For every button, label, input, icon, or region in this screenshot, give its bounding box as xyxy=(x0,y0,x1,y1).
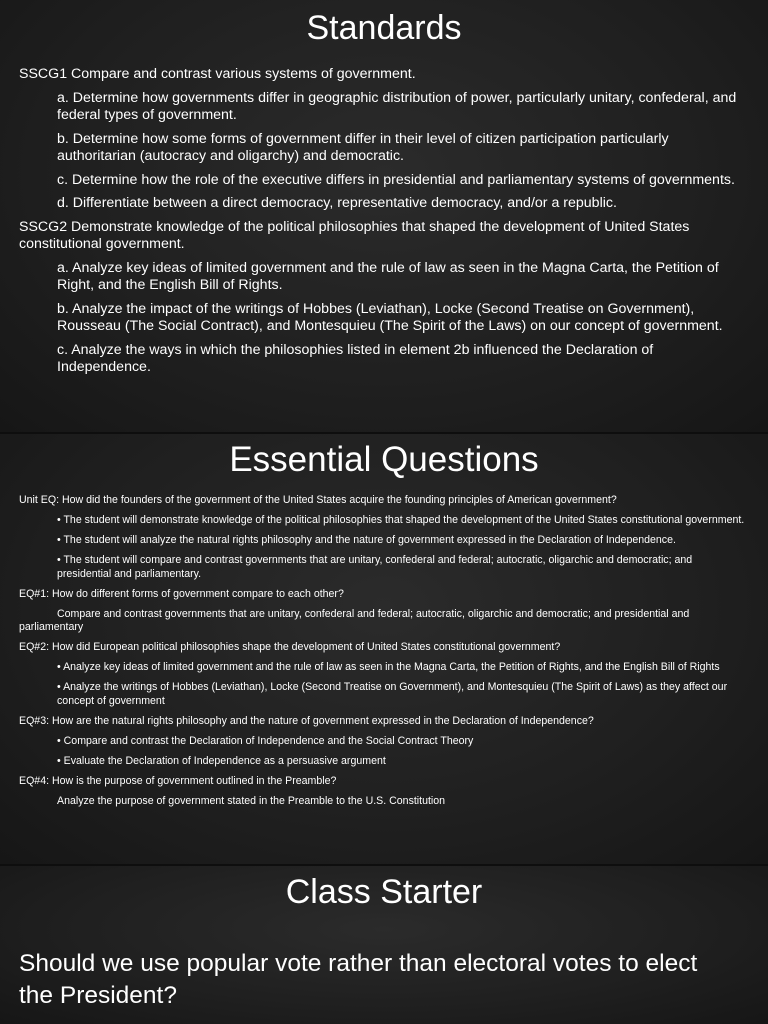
eq-item: EQ#1: How do different forms of government compare to each other? xyxy=(19,587,344,600)
standards-slide xyxy=(0,0,768,432)
standard-subitem: a. Analyze key ideas of limited government and the rule of law as seen in the Magna Carta, the Petition of Right, and the English Bill of Rights. xyxy=(57,259,719,293)
standards-title: Standards xyxy=(306,9,462,47)
standard-subitem: b. Analyze the impact of the writings of Hobbes (Leviathan), Locke (Second Treatise on Government), Rousseau (The Social Contract), and Montesquieu (The Spirit of the Laws) on our concept of government. xyxy=(57,300,723,334)
standard-subitem: c. Analyze the ways in which the philosophies listed in element 2b influenced the Declaration of Independence. xyxy=(57,341,654,375)
standard-item: SSCG2 Demonstrate knowledge of the political philosophies that shaped the development of United States constitutional government. xyxy=(19,218,690,252)
eq-subitem: • The student will demonstrate knowledge of the political philosophies that shaped the development of the United States constitutional government. xyxy=(57,514,745,526)
standard-subitem: b. Determine how some forms of government differ in their level of citizen participation particularly authoritarian (autocracy and oligarchy) and democratic. xyxy=(57,130,669,164)
class-starter-slide xyxy=(0,866,768,1024)
class-starter-question: Should we use popular vote rather than electoral votes to elect the President? xyxy=(19,950,698,1009)
eq-item: EQ#4: How is the purpose of government outlined in the Preamble? xyxy=(19,774,337,787)
essential-questions-list xyxy=(19,494,746,815)
eq-subitem: • Analyze key ideas of limited government and the rule of law as seen in the Magna Carta, the Petition of Rights, and the English Bill of Rights xyxy=(57,661,720,673)
standard-subitem: d. Differentiate between a direct democracy, representative democracy, and/or a republic. xyxy=(57,195,617,211)
standard-subitem: a. Determine how governments differ in geographic distribution of power, particularly unitary, confederal, and federal types of government. xyxy=(57,89,737,123)
standard-item: SSCG1 Compare and contrast various systems of government. xyxy=(19,66,416,82)
eq-subitem: Compare and contrast governments that are unitary, confederal and federal; autocratic, oligarchic and democratic; and presidential and parliamentary xyxy=(19,607,690,633)
eq-subitem: • Compare and contrast the Declaration of Independence and the Social Contract Theory xyxy=(57,734,474,747)
eq-subitem: • The student will compare and contrast governments that are unitary, confederal and federal; autocratic, oligarchic and democratic; and presidential and parliamentary. xyxy=(57,554,693,580)
eq-item: Unit EQ: How did the founders of the government of the United States acquire the founding principles of American government? xyxy=(19,494,617,506)
standard-subitem: c. Determine how the role of the executive differs in presidential and parliamentary systems of governments. xyxy=(57,171,735,188)
essential-questions-slide xyxy=(0,434,768,864)
eq-subitem: Analyze the purpose of government stated in the Preamble to the U.S. Constitution xyxy=(57,794,446,807)
eq-item: EQ#2: How did European political philosophies shape the development of United States constitutional government? xyxy=(19,641,561,653)
eq-subitem: • Analyze the writings of Hobbes (Leviathan), Locke (Second Treatise on Government), and Montesquieu (The Spirit of Laws) as they affect our concept of government xyxy=(57,681,728,707)
eq-subitem: • Evaluate the Declaration of Independence as a persuasive argument xyxy=(57,754,386,767)
class-starter-title: Class Starter xyxy=(285,873,483,911)
standards-list xyxy=(19,66,748,383)
essential-questions-title: Essential Questions xyxy=(229,440,539,479)
eq-item: EQ#3: How are the natural rights philosophy and the nature of government expressed in the Declaration of Independence? xyxy=(19,714,594,727)
eq-subitem: • The student will analyze the natural rights philosophy and the nature of government expressed in the Declaration of Independence. xyxy=(57,534,676,546)
